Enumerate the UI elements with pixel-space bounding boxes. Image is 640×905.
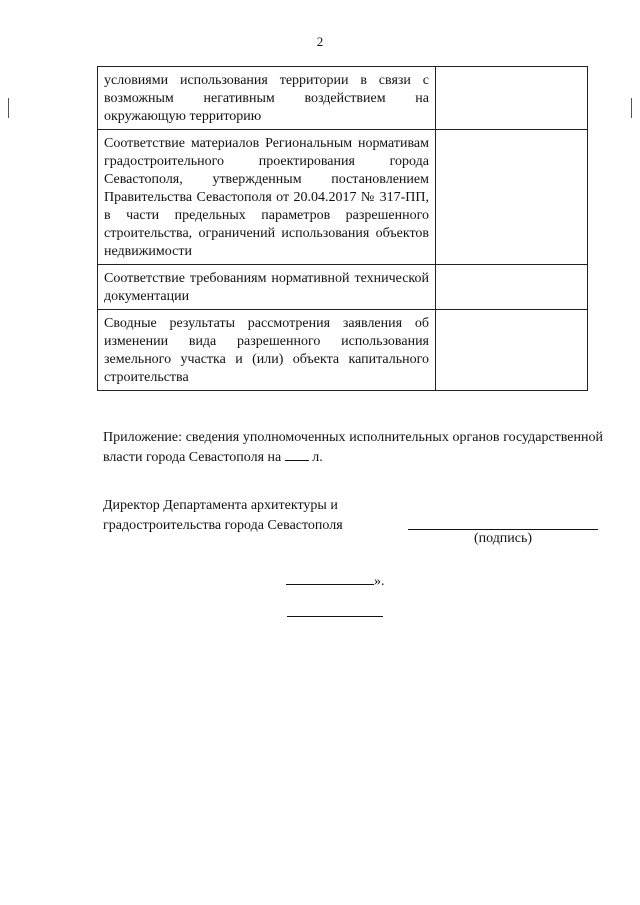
right-margin-mark	[631, 98, 632, 118]
criterion-text: Сводные результаты рассмотрения заявления об изменении вида разрешенного использования земельного участка и (или) объекта капитального строительства	[104, 316, 429, 385]
result-cell	[436, 265, 588, 310]
signature-line	[408, 529, 598, 530]
result-cell	[436, 67, 588, 130]
appendix-pages-blank	[285, 448, 309, 461]
criterion-text: условиями использования территории в связи с возможным негативным воздействием на окружающую территорию	[104, 73, 429, 124]
criterion-text: Соответствие материалов Региональным нормативам градостроительного проектирования города Севастополя, утвержденным постановлением Правительства Севастополя от 20.04.2017 № 317-ПП, в части предельных параметров разрешенного строительства, ограничений использования объектов недвижимости	[104, 136, 429, 259]
criterion-text: Соответствие требованиям нормативной технической документации	[104, 271, 429, 304]
criterion-cell	[98, 265, 436, 310]
table-row	[98, 67, 588, 130]
table-row	[98, 130, 588, 265]
page-number: 2	[316, 34, 324, 49]
director-position-line2: градостроительства города Севастополя	[103, 518, 343, 533]
result-cell	[436, 310, 588, 391]
table-row	[98, 265, 588, 310]
appendix-paragraph	[103, 428, 603, 468]
criterion-cell	[98, 310, 436, 391]
final-rule	[287, 616, 383, 617]
appendix-text: Приложение: сведения уполномоченных исполнительных органов государственной власти города Севастополя на	[103, 430, 603, 465]
closing-quote: ».	[374, 574, 385, 589]
director-position-line1: Директор Департамента архитектуры и	[103, 498, 338, 513]
criterion-cell	[98, 67, 436, 130]
result-cell	[436, 130, 588, 265]
criterion-cell	[98, 130, 436, 265]
director-position	[103, 496, 383, 536]
criteria-table	[97, 66, 588, 391]
appendix-suffix: л.	[312, 450, 323, 465]
left-margin-mark	[8, 98, 9, 118]
closing-blank	[286, 570, 374, 585]
table-row	[98, 310, 588, 391]
signature-caption: (подпись)	[473, 531, 533, 546]
closing-line	[286, 570, 385, 592]
